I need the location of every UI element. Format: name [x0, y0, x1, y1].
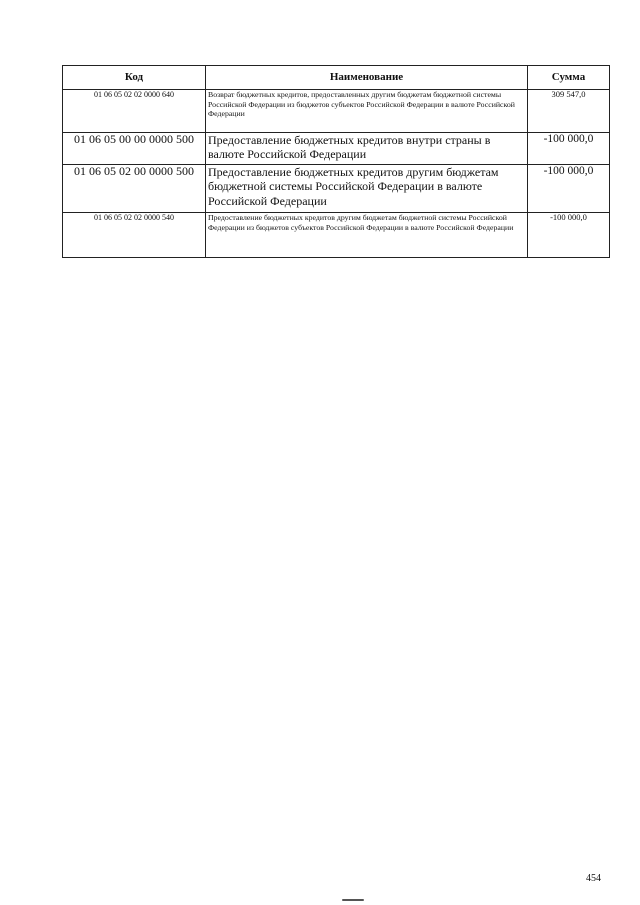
table-row	[63, 133, 610, 165]
table-row	[63, 90, 610, 133]
row-name: Возврат бюджетных кредитов, предоставленных другим бюджетам бюджетной системы Российской Федерации из бюджетов субъектов Российской Федерации в валюте Российской Федерации	[206, 90, 528, 133]
page-number: 454	[586, 873, 601, 884]
table-header-row	[63, 66, 610, 90]
row-name: Предоставление бюджетных кредитов другим бюджетам бюджетной системы Российской Федерации в валюте Российской Федерации	[206, 165, 528, 213]
row-name: Предоставление бюджетных кредитов другим бюджетам бюджетной системы Российской Федерации из бюджетов субъектов Российской Федерации в валюте Российской Федерации	[206, 213, 528, 258]
row-sum: 309 547,0	[528, 90, 610, 133]
header-sum: Сумма	[528, 66, 610, 90]
row-name: Предоставление бюджетных кредитов внутри страны в валюте Российской Федерации	[206, 133, 528, 165]
row-code: 01 06 05 02 02 0000 540	[63, 213, 206, 258]
header-name: Наименование	[206, 66, 528, 90]
row-sum: -100 000,0	[528, 213, 610, 258]
row-code: 01 06 05 00 00 0000 500	[63, 133, 206, 165]
row-sum: -100 000,0	[528, 165, 610, 213]
row-sum: -100 000,0	[528, 133, 610, 165]
row-code: 01 06 05 02 02 0000 640	[63, 90, 206, 133]
row-code: 01 06 05 02 00 0000 500	[63, 165, 206, 213]
header-code: Код	[63, 66, 206, 90]
budget-sources-table	[62, 65, 610, 258]
scan-mark	[342, 899, 364, 901]
table-row	[63, 165, 610, 213]
table-row	[63, 213, 610, 258]
